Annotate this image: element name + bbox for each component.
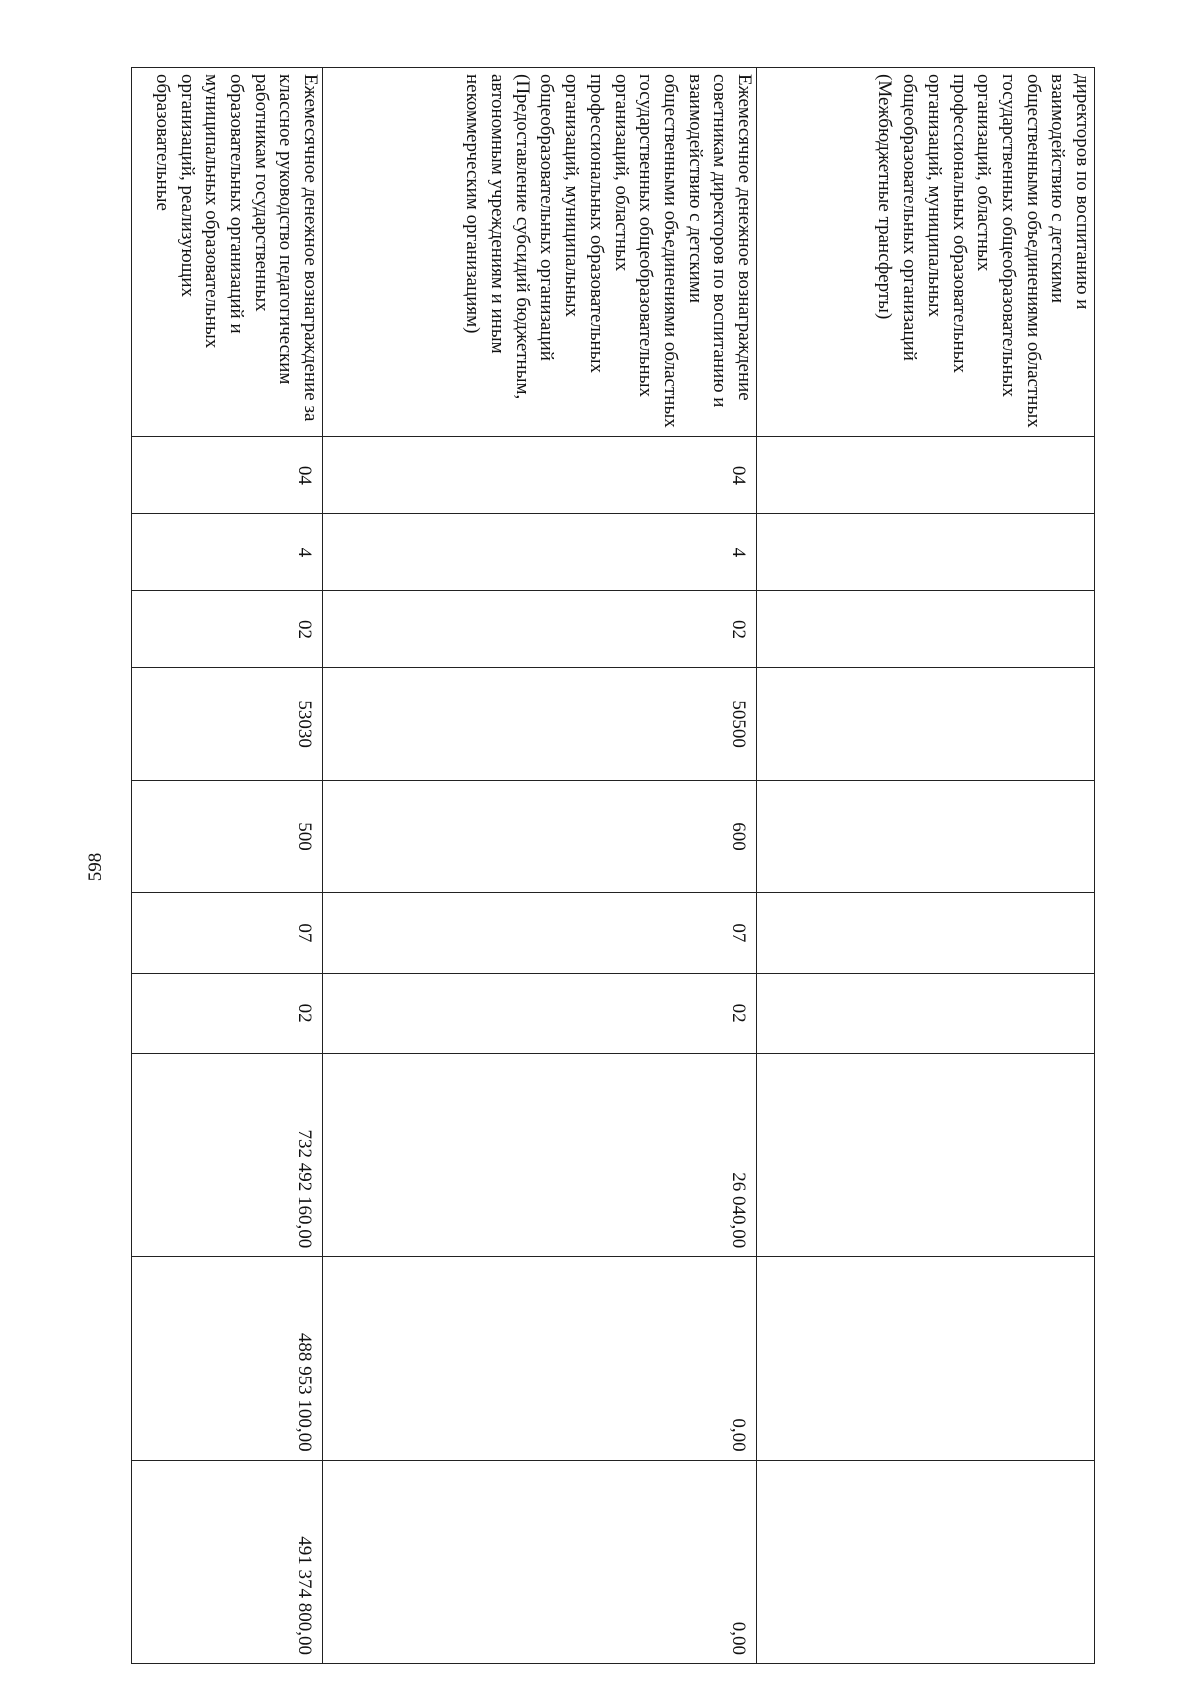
- cell-code-3: [757, 591, 1095, 668]
- cell-value-1: 732 492 160,00: [132, 1053, 323, 1256]
- cell-code-6: [757, 893, 1095, 973]
- page-number: 598: [85, 852, 106, 882]
- cell-code-5: [757, 780, 1095, 892]
- table-row: [757, 68, 1095, 1664]
- cell-code-2: [757, 514, 1095, 591]
- cell-code-4: [757, 668, 1095, 780]
- cell-code-1: 04: [323, 437, 757, 514]
- cell-code-1: [757, 437, 1095, 514]
- budget-table-rotated: [132, 67, 1095, 1664]
- cell-code-6: 07: [132, 893, 323, 973]
- cell-value-1: [757, 1053, 1095, 1256]
- cell-value-3: [757, 1460, 1095, 1663]
- cell-code-3: 02: [323, 591, 757, 668]
- cell-code-1: 04: [132, 437, 323, 514]
- cell-code-7: [757, 973, 1095, 1053]
- cell-code-2: 4: [132, 514, 323, 591]
- cell-code-6: 07: [323, 893, 757, 973]
- row-name: директоров по воспитанию и взаимодействию с детскими общественными объединениями областных государственных общеобразовательных организаций, областных профессиональных образовательных организаций, муниципальных общеобразовательных организаций (Межбюджетные трансферты): [757, 68, 1095, 437]
- row-name: Ежемесячное денежное вознаграждение советникам директоров по воспитанию и взаимодействию с детскими общественными объединениями областных государственных общеобразовательных организаций, областных профессиональных образовательных организаций, муниципальных общеобразовательных организаций (Предоставление субсидий бюджетным, автономным учреждениям и иным некоммерческим организациям): [323, 68, 757, 437]
- cell-code-7: 02: [323, 973, 757, 1053]
- cell-code-4: 53030: [132, 668, 323, 780]
- cell-value-3: 491 374 800,00: [132, 1460, 323, 1663]
- cell-value-2: 0,00: [323, 1257, 757, 1460]
- table-row: [132, 68, 323, 1664]
- row-name: Ежемесячное денежное вознаграждение за классное руководство педагогическим работникам государственных образовательных организаций и муниципальных образовательных организаций, реализующих образовательные: [132, 68, 323, 437]
- cell-value-2: 488 953 100,00: [132, 1257, 323, 1460]
- cell-code-4: 50500: [323, 668, 757, 780]
- cell-value-1: 26 040,00: [323, 1053, 757, 1256]
- cell-code-3: 02: [132, 591, 323, 668]
- budget-table: [131, 67, 1095, 1664]
- cell-value-2: [757, 1257, 1095, 1460]
- cell-value-3: 0,00: [323, 1460, 757, 1663]
- cell-code-5: 600: [323, 780, 757, 892]
- table-row: [323, 68, 757, 1664]
- cell-code-7: 02: [132, 973, 323, 1053]
- cell-code-2: 4: [323, 514, 757, 591]
- cell-code-5: 500: [132, 780, 323, 892]
